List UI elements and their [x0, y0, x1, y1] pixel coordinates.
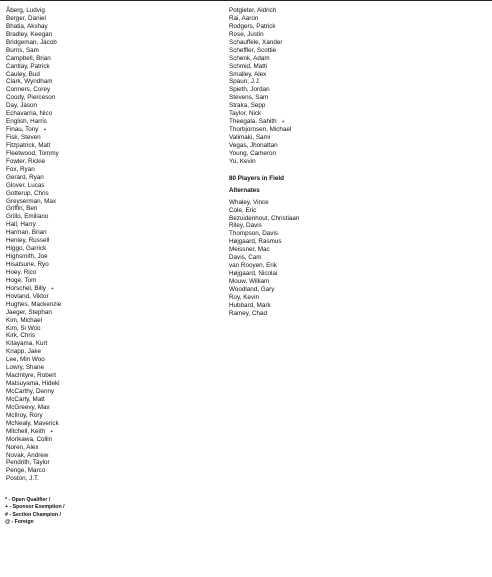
alternate-row: Mouw, William — [229, 278, 270, 285]
player-name: Hoge, Tom — [6, 276, 37, 284]
player-row — [6, 348, 61, 356]
alternate-row: Højgaard, Rasmus — [229, 238, 282, 246]
legend-section-champion: # - Section Champion / — [5, 511, 61, 518]
player-row — [6, 182, 61, 190]
player-name: Potgieter, Aldrich — [229, 7, 277, 14]
players-in-field-count: 80 Players in Field — [229, 174, 284, 182]
player-row — [6, 94, 61, 102]
alternate-row: Davis, Cam — [229, 254, 262, 262]
player-row — [6, 47, 61, 55]
sponsor-exemption-mark: + — [281, 119, 285, 126]
player-row — [6, 78, 61, 86]
player-row — [6, 205, 61, 213]
player-row — [229, 126, 299, 134]
player-name: McCarthy, Denny — [6, 388, 55, 395]
player-name: Fisk, Steven — [6, 134, 41, 141]
alternate-row: Højgaard, Nicolai — [229, 270, 278, 278]
player-row — [6, 15, 61, 23]
player-row — [6, 404, 61, 412]
player-name: Harman, Brian — [6, 229, 47, 237]
player-row — [6, 229, 61, 237]
player-name: Greyserman, Max — [6, 197, 57, 205]
player-name: Higgo, Garrick — [6, 245, 47, 253]
alternate-row: Ramey, Chad — [229, 309, 268, 317]
player-row — [6, 166, 61, 174]
player-name: Hall, Harry — [6, 221, 36, 229]
player-row — [229, 102, 299, 110]
player-name: Clark, Wyndham — [6, 78, 53, 86]
sponsor-exemption-mark: + — [50, 428, 54, 435]
player-row — [229, 78, 299, 86]
player-row — [6, 380, 61, 388]
player-row — [6, 428, 61, 436]
player-row — [229, 94, 299, 102]
player-row — [6, 364, 61, 372]
player-name: Young, Cameron — [229, 149, 277, 157]
field-list-right-names — [229, 7, 299, 166]
player-name: Smalley, Alex — [229, 70, 267, 78]
player-name: Fitzpatrick, Matt — [6, 141, 51, 149]
player-name: Rai, Aaron — [229, 14, 259, 22]
player-name: Knapp, Jake — [6, 348, 42, 356]
alternates-list — [229, 199, 299, 318]
player-row — [229, 31, 299, 39]
player-name: Kirk, Chris — [6, 332, 36, 340]
player-row — [6, 356, 61, 364]
player-name: Day, Jason — [6, 102, 38, 110]
player-name: Theegala, Sahith — [229, 118, 277, 126]
player-name: Åberg, Ludvig — [6, 7, 45, 14]
player-name: Gotterup, Chris — [6, 189, 49, 197]
player-row — [6, 467, 61, 475]
sponsor-exemption-mark: + — [50, 285, 54, 292]
alternate-row: Meissner, Mac — [229, 246, 270, 254]
player-row — [6, 126, 61, 134]
player-row — [229, 86, 299, 94]
player-row — [6, 412, 61, 420]
player-name: Fox, Ryan — [6, 165, 35, 173]
player-name: Penge, Marco — [6, 467, 46, 475]
player-row — [6, 39, 61, 47]
player-row — [229, 110, 299, 118]
player-row — [229, 71, 299, 79]
player-name: Highsmith, Joe — [6, 253, 48, 261]
field-list-right — [229, 7, 299, 318]
player-name: Schenk, Adam — [229, 54, 270, 62]
player-row — [6, 23, 61, 31]
player-name: Spaun, J.J. — [229, 78, 261, 86]
player-name: Conners, Corey — [6, 86, 51, 94]
legend-foreign: @ - Foreign — [5, 518, 34, 525]
player-name: Coody, Pierceson — [6, 94, 56, 102]
player-name: McIlroy, Rory — [6, 411, 43, 419]
player-name: Echavarria, Nico — [6, 110, 53, 118]
player-row — [6, 118, 61, 126]
field-list-left — [6, 7, 61, 483]
player-name: Vegas, Jhonattan — [229, 141, 278, 149]
player-row — [6, 190, 61, 198]
player-row — [6, 261, 61, 269]
player-name: Lee, Min Woo — [6, 356, 45, 364]
player-name: McGreevy, Max — [6, 403, 50, 411]
player-name: Jaeger, Stephan — [6, 308, 52, 316]
player-name: Henley, Russell — [6, 237, 50, 245]
player-row — [6, 237, 61, 245]
player-row — [6, 420, 61, 428]
player-name: Grillo, Emiliano — [6, 213, 49, 221]
player-row — [6, 285, 61, 293]
player-name: Thorbjornsen, Michael — [229, 126, 292, 134]
player-name: Hisatsune, Ryo — [6, 261, 49, 268]
player-name: Hovland, Viktor — [6, 292, 49, 300]
player-name: Glover, Lucas — [6, 181, 45, 189]
player-name: English, Harris — [6, 118, 47, 126]
alternate-row: Whaley, Vince — [229, 198, 269, 206]
player-row — [229, 23, 299, 31]
player-name: Mitchell, Keith — [6, 427, 46, 435]
player-name: Lowry, Shane — [6, 364, 45, 372]
player-row — [6, 372, 61, 380]
player-name: Kim, Si Woo — [6, 324, 41, 332]
player-name: Schmid, Matti — [229, 62, 268, 70]
player-row — [6, 459, 61, 467]
legend-open-qualifier: * - Open Qualifier / — [5, 497, 51, 503]
player-name: Gerard, Ryan — [6, 173, 44, 181]
player-name: McCarty, Matt — [6, 395, 45, 403]
player-row — [6, 31, 61, 39]
alternate-row: Hubbard, Mark — [229, 301, 271, 309]
legend — [5, 497, 65, 526]
player-name: Poston, J.T. — [6, 475, 39, 483]
player-row — [6, 436, 61, 444]
player-name: Griffin, Ben — [6, 205, 38, 213]
player-name: Straka, Sepp — [229, 102, 266, 110]
alternate-row: van Rooyen, Erik — [229, 262, 277, 270]
player-name: Rodgers, Patrick — [229, 22, 276, 30]
player-name: Bridgeman, Jacob — [6, 38, 57, 46]
player-name: Hoey, Rico — [6, 268, 37, 276]
player-row — [6, 174, 61, 182]
player-row — [229, 7, 299, 15]
player-name: Bradley, Keegan — [6, 30, 53, 38]
player-row — [229, 150, 299, 158]
player-row — [229, 15, 299, 23]
player-row — [6, 134, 61, 142]
player-name: MacIntyre, Robert — [6, 372, 57, 380]
player-name: Yu, Kevin — [229, 157, 256, 165]
player-name: Bhatia, Akshay — [6, 22, 48, 30]
player-row — [229, 134, 299, 142]
player-row — [6, 396, 61, 404]
player-name: Novak, Andrew — [6, 451, 49, 459]
player-row — [6, 158, 61, 166]
player-row — [6, 221, 61, 229]
alternate-row: Bezuidenhout, Christiaan — [229, 214, 300, 222]
player-name: Cantlay, Patrick — [6, 62, 50, 70]
player-name: Hughes, Mackenzie — [6, 300, 62, 308]
legend-sponsor-exemption: + - Sponsor Exemption / — [5, 504, 65, 511]
player-name: Fowler, Rickie — [6, 157, 46, 165]
player-row — [6, 293, 61, 301]
player-name: Horschel, Billy — [6, 284, 46, 292]
player-row — [229, 118, 299, 126]
player-row — [6, 102, 61, 110]
alternate-row: Riley, Davis — [229, 222, 262, 230]
player-name: Matsuyama, Hideki — [6, 380, 60, 388]
player-row — [6, 55, 61, 63]
player-row — [6, 325, 61, 333]
player-row — [229, 47, 299, 55]
player-row — [6, 198, 61, 206]
player-row — [6, 150, 61, 158]
alternates-heading: Alternates — [229, 186, 260, 194]
player-row — [6, 332, 61, 340]
alternate-row: Cole, Eric — [229, 206, 257, 214]
alternate-row: Roy, Kevin — [229, 293, 259, 301]
player-row — [6, 63, 61, 71]
player-row — [6, 309, 61, 317]
player-row — [6, 388, 61, 396]
sponsor-exemption-mark: + — [43, 127, 47, 134]
player-row — [6, 277, 61, 285]
player-row — [6, 213, 61, 221]
player-row — [6, 142, 61, 150]
player-row — [6, 475, 61, 483]
player-name: McNealy, Maverick — [6, 419, 59, 427]
player-row — [6, 245, 61, 253]
player-row — [229, 55, 299, 63]
player-name: Burns, Sam — [6, 46, 39, 54]
player-name: Spieth, Jordan — [229, 86, 270, 94]
player-name: Finau, Tony — [6, 126, 39, 134]
player-name: Morikawa, Collin — [6, 435, 53, 443]
top-rule — [0, 0, 492, 1]
player-name: Kitayama, Kurt — [6, 340, 48, 348]
player-row — [6, 452, 61, 460]
player-row — [229, 63, 299, 71]
player-row — [6, 7, 61, 15]
player-row — [6, 86, 61, 94]
player-row — [229, 142, 299, 150]
player-name: Schauffele, Xander — [229, 38, 283, 46]
player-name: Noren, Alex — [6, 443, 39, 451]
player-row — [229, 158, 299, 166]
player-row — [229, 39, 299, 47]
player-name: Stevens, Sam — [229, 94, 269, 102]
player-row — [6, 71, 61, 79]
player-row — [6, 444, 61, 452]
player-name: Pendrith, Taylor — [6, 459, 50, 467]
player-name: Taylor, Nick — [229, 110, 262, 118]
player-name: Cauley, Bud — [6, 70, 40, 78]
player-name: Berger, Daniel — [6, 14, 46, 22]
player-name: Kim, Michael — [6, 316, 43, 324]
player-row — [6, 301, 61, 309]
player-name: Rose, Justin — [229, 30, 264, 38]
player-name: Scheffler, Scottie — [229, 46, 277, 54]
player-name: Fleetwood, Tommy — [6, 149, 59, 157]
player-row — [6, 340, 61, 348]
player-name: Valimaki, Sami — [229, 134, 271, 141]
player-row — [6, 253, 61, 261]
player-row — [6, 317, 61, 325]
player-row — [6, 269, 61, 277]
alternate-row: Woodland, Gary — [229, 285, 275, 293]
player-name: Campbell, Brian — [6, 54, 51, 62]
player-row — [6, 110, 61, 118]
alternate-row: Thompson, Davis — [229, 230, 278, 238]
